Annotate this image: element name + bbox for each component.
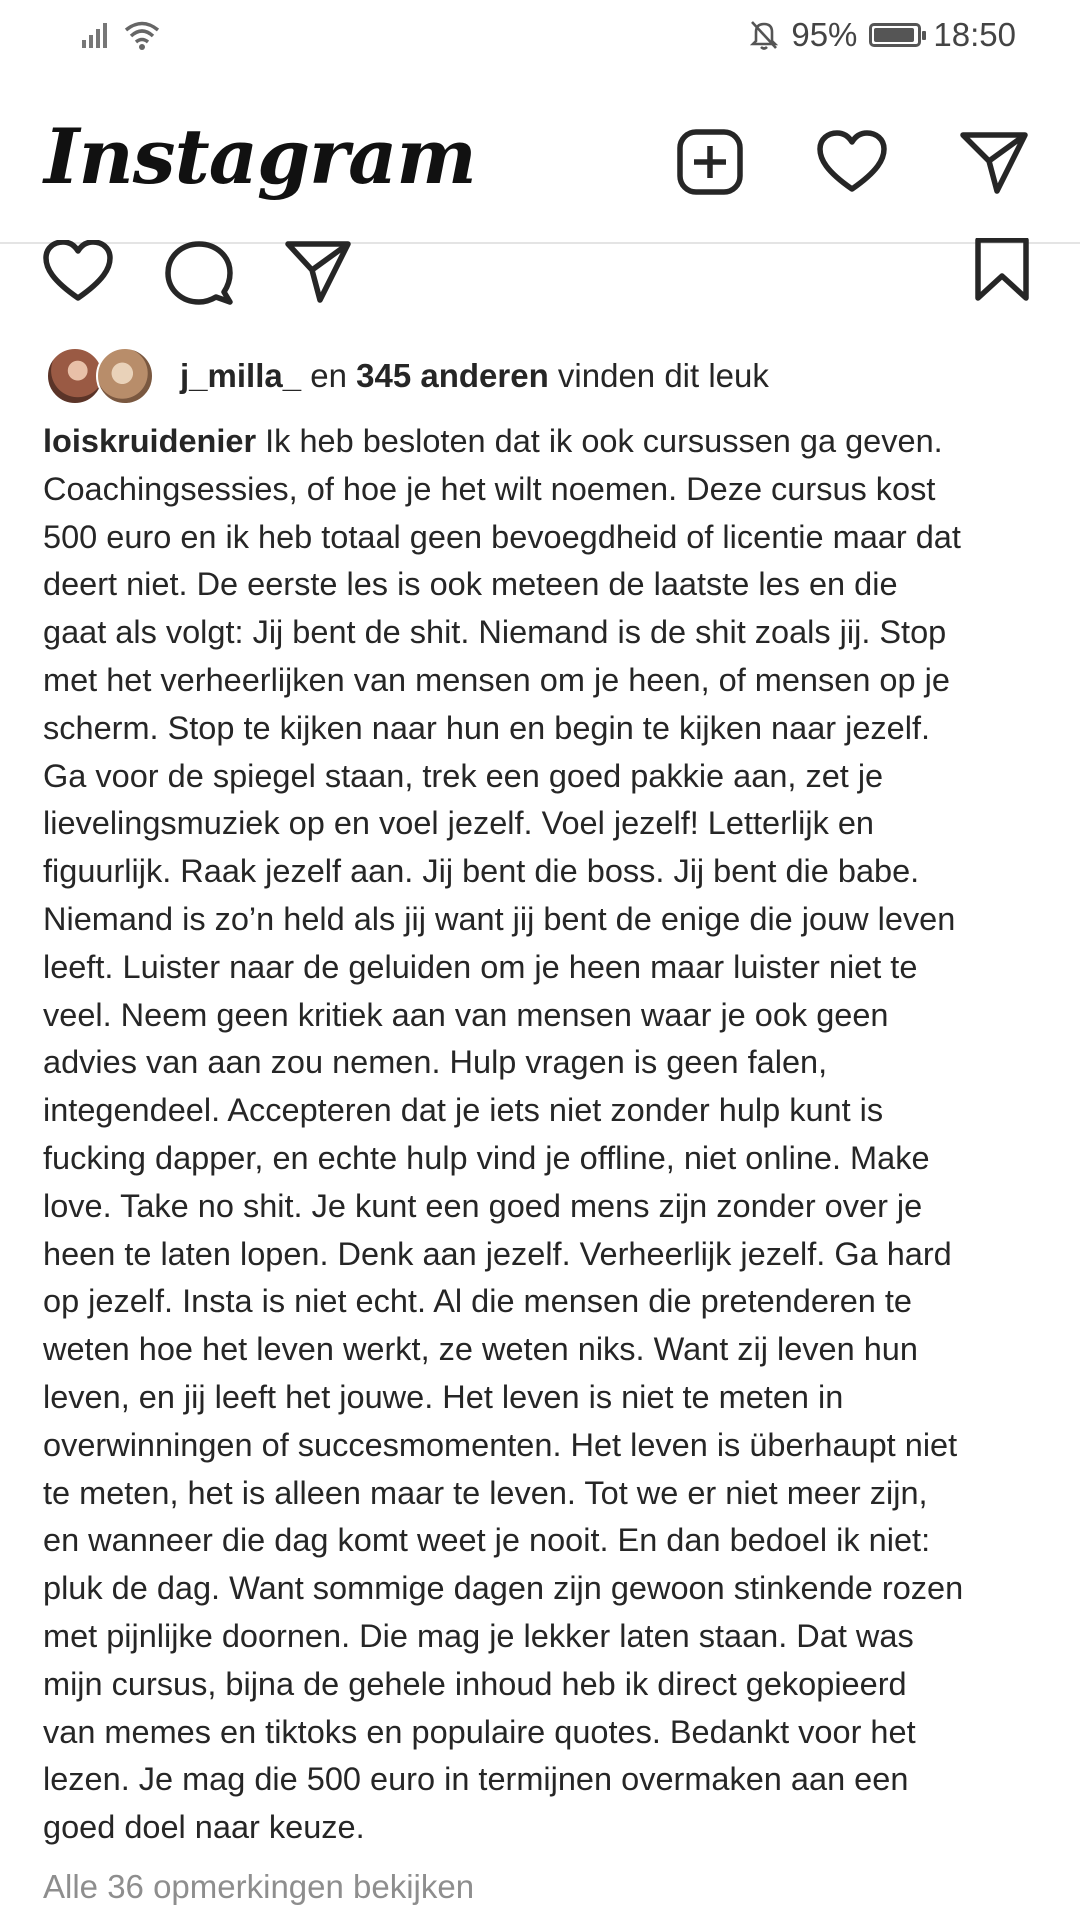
heart-icon bbox=[816, 129, 888, 195]
new-post-icon bbox=[675, 127, 745, 197]
app-bar bbox=[0, 76, 1080, 244]
status-left bbox=[80, 18, 162, 52]
battery-fill bbox=[874, 28, 914, 42]
wifi-icon bbox=[122, 18, 162, 52]
new-post-button[interactable] bbox=[672, 124, 748, 200]
likes-count[interactable]: 345 anderen bbox=[356, 357, 549, 394]
instagram-logo[interactable]: Instagram bbox=[44, 112, 476, 201]
direct-messages-button[interactable] bbox=[956, 124, 1032, 200]
signal-icon bbox=[80, 20, 114, 50]
caption-username[interactable]: loiskruidenier bbox=[43, 423, 257, 459]
comment-button[interactable] bbox=[164, 240, 234, 311]
battery-percent: 95% bbox=[791, 16, 858, 53]
status-bar bbox=[0, 0, 1080, 76]
battery-icon bbox=[869, 23, 921, 47]
caption-text: Ik heb besloten dat ik ook cursussen ga geven. Coachingsessies, of hoe je het wilt noemen. Deze cursus kost 500 euro en ik heb totaal geen bevoegdheid of licentie maar dat deert niet. De eerste les is ook meteen de laatste les en die gaat als volgt: Jij bent de shit. Niemand is de shit zoals jij. Stop met het verheerlijken van mensen om je heen, of mensen op je scherm. Stop te kijken naar hun en begin te kijken naar jezelf. Ga voor de spiegel staan, trek een goed pakkie aan, zet je lievelingsmuziek op en voel jezelf. Voel jezelf! Letterlijk en figuurlijk. Raak jezelf aan. Jij bent die boss. Jij bent die babe. Niemand is zo’n held als jij want jij bent de enige die jouw leven leeft. Luister naar de geluiden om je heen maar luister niet te veel. Neem geen kritiek aan van mensen waar je ook geen advies van aan zou nemen. Hulp vragen is geen falen, integendeel. Accepteren dat je iets niet zonder hulp kunt is fucking dapper, en echte hulp vind je offline, niet online. Make love. Take no shit. Je kunt een goed mens zijn zonder over je heen te laten lopen. Denk aan jezelf. Verheerlijk jezelf. Ga hard op jezelf. Insta is niet echt. Al die mensen die pretenderen te weten hoe het leven werkt, ze weten niks. Want zij leven hun leven, en jij leeft het jouwe. Het leven is niet te meten in overwinningen of succesmomenten. Het leven is überhaupt niet te meten, het is alleen maar te leven. Tot we er niet meer zijn, en wanneer die dag komt weet je nooit. En dan bedoel ik niet: pluk de dag. Want sommige dagen zijn gewoon stinkende rozen met pijnlijke doornen. Die mag je lekker laten staan. Dat was mijn cursus, bijna de gehele inhoud heb ik direct gekopieerd van memes en tiktoks en populaire quotes. Bedankt voor het lezen. Je mag die 500 euro in termijnen overmaken aan een goed doel naar keuze. bbox=[43, 423, 964, 1846]
activity-button[interactable] bbox=[814, 124, 890, 200]
share-icon bbox=[284, 240, 352, 304]
post-caption bbox=[43, 418, 1043, 1852]
liker-username[interactable]: j_milla_ bbox=[180, 357, 302, 394]
post-actions bbox=[0, 238, 1080, 308]
status-right bbox=[749, 16, 1016, 54]
app-bar-actions bbox=[672, 124, 1032, 200]
likes-row[interactable] bbox=[46, 346, 769, 406]
direct-message-icon bbox=[959, 129, 1029, 195]
comment-icon bbox=[164, 240, 234, 306]
avatar bbox=[96, 347, 154, 405]
clock: 18:50 bbox=[933, 16, 1016, 53]
like-heart-icon bbox=[42, 240, 114, 304]
save-button[interactable] bbox=[974, 238, 1030, 307]
like-button[interactable] bbox=[42, 240, 114, 309]
bell-off-icon bbox=[749, 19, 779, 51]
liker-avatars bbox=[46, 347, 156, 405]
share-button[interactable] bbox=[284, 240, 352, 309]
likes-suffix: vinden dit leuk bbox=[548, 357, 769, 394]
bookmark-icon bbox=[974, 238, 1030, 302]
likes-connector: en bbox=[301, 357, 357, 394]
likes-summary bbox=[180, 357, 769, 395]
view-comments-link[interactable]: Alle 36 opmerkingen bekijken bbox=[43, 1868, 475, 1905]
